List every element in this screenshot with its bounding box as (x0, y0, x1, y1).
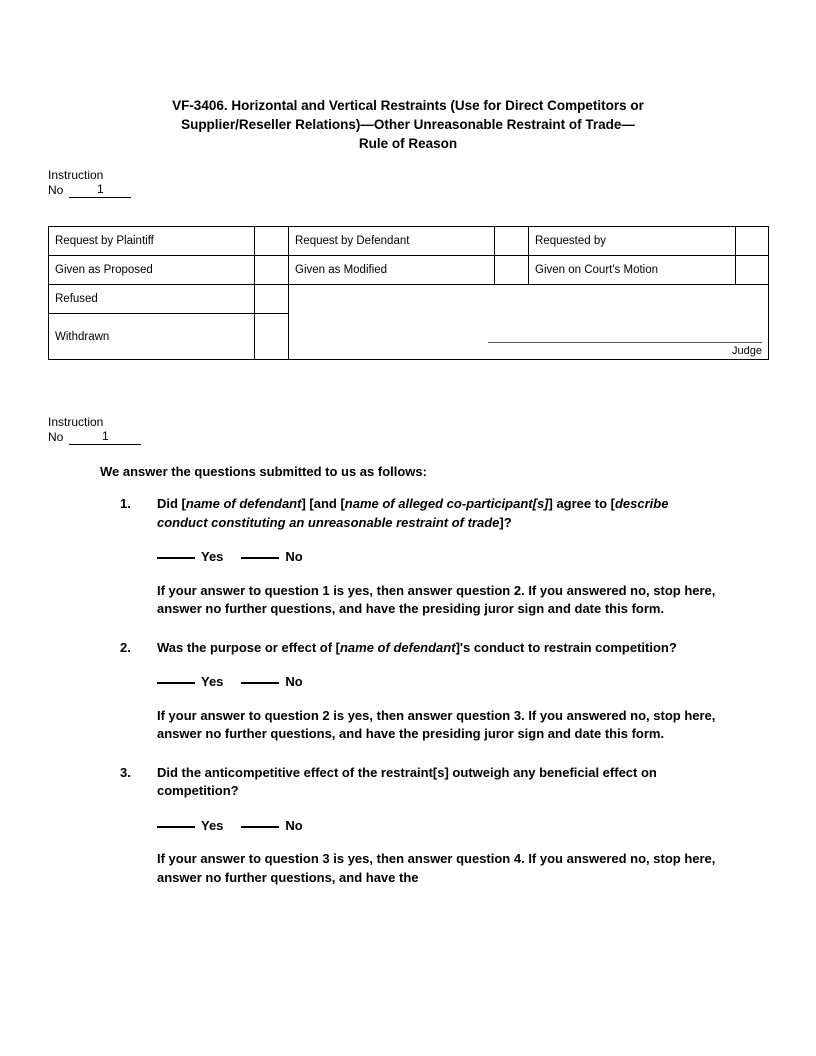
page-title-line-2: Supplier/Reseller Relations)—Other Unreasonable Restraint of Trade— (181, 117, 635, 132)
cell-given-as-proposed: Given as Proposed (49, 256, 255, 285)
question-body (157, 495, 720, 639)
question-item (120, 639, 720, 764)
instruction-number-field-second[interactable]: 1 (69, 430, 141, 445)
no-label: No (285, 674, 303, 689)
no-label: No (285, 817, 303, 833)
question-list (120, 495, 720, 907)
question-text-run: ]'s conduct to restrain competition? (455, 639, 677, 655)
question-text-run: ] agree to [ (548, 496, 615, 511)
yes-label: Yes (201, 549, 224, 564)
checkbox-request-by-defendant[interactable] (495, 227, 529, 256)
no-label: No (285, 549, 303, 564)
cell-given-as-modified: Given as Modified (289, 256, 495, 285)
instruction-no-label-top: No (48, 183, 64, 197)
yes-label: Yes (201, 817, 224, 833)
question-placeholder: name of defendant (339, 639, 456, 655)
cell-given-on-courts-motion: Given on Court's Motion (529, 256, 736, 285)
answer-line (157, 817, 720, 836)
cell-request-by-plaintiff: Request by Plaintiff (49, 227, 255, 256)
question-routing-note: If your answer to question 1 is yes, then answer question 2. If you answered no, stop here, answer no further questions, and have the presiding juror sign and date this form. (157, 582, 716, 616)
page-title (108, 96, 708, 153)
question-body (157, 639, 720, 764)
question-item (120, 495, 720, 639)
table-row (49, 256, 769, 285)
checkbox-withdrawn[interactable] (255, 314, 289, 360)
question-number: 3. (120, 764, 131, 780)
cell-request-by-defendant: Request by Defendant (289, 227, 495, 256)
instruction-no-label-second: No (48, 430, 64, 444)
cell-withdrawn: Withdrawn (49, 314, 255, 360)
yes-answer-blank[interactable] (157, 682, 195, 684)
instruction-label-second: Instruction (48, 415, 104, 429)
verdict-lead-text: We answer the questions submitted to us as follows: (100, 464, 427, 479)
question-text (157, 639, 720, 658)
question-routing-note: If your answer to question 2 is yes, then answer question 3. If you answered no, stop here, answer no further questions, and have the presiding juror sign and date this form. (157, 707, 716, 741)
answer-line (157, 673, 720, 692)
no-answer-blank[interactable] (241, 826, 279, 828)
judge-signature-line[interactable] (488, 342, 762, 343)
table-row (49, 227, 769, 256)
question-text-run: Was the purpose or effect of [ (157, 639, 340, 655)
judge-signature-area[interactable] (289, 285, 769, 360)
judge-signature-label: Judge (732, 345, 762, 357)
checkbox-request-by-plaintiff[interactable] (255, 227, 289, 256)
question-spacer (157, 744, 720, 764)
no-answer-blank[interactable] (241, 557, 279, 559)
question-number: 2. (120, 639, 131, 655)
question-text-run: Did [ (157, 496, 186, 511)
checkbox-given-on-courts-motion[interactable] (736, 256, 769, 285)
question-text-run: ]? (499, 514, 512, 530)
checkbox-given-as-proposed[interactable] (255, 256, 289, 285)
question-text (157, 764, 720, 801)
question-placeholder: name of defendant (185, 496, 302, 511)
yes-answer-blank[interactable] (157, 557, 195, 559)
cell-requested-by: Requested by (529, 227, 736, 256)
question-text-run: ] [and [ (301, 496, 345, 511)
question-placeholder: name of alleged co-participant[s] (344, 496, 549, 511)
checkbox-requested-by[interactable] (736, 227, 769, 256)
instruction-label-top: Instruction (48, 168, 104, 182)
question-spacer (157, 887, 720, 907)
page-title-line-1: VF-3406. Horizontal and Vertical Restraints (Use for Direct Competitors or (172, 98, 644, 113)
question-item (120, 764, 720, 908)
instruction-number-block-top (48, 168, 131, 198)
yes-label: Yes (201, 674, 224, 689)
question-number: 1. (120, 496, 131, 511)
checkbox-given-as-modified[interactable] (495, 256, 529, 285)
checkbox-refused[interactable] (255, 285, 289, 314)
question-placeholder: describe conduct constituting an unreasonable restraint of trade (157, 496, 669, 530)
cell-refused: Refused (49, 285, 255, 314)
yes-answer-blank[interactable] (157, 826, 195, 828)
instruction-disposition-table (48, 226, 769, 360)
answer-line (157, 548, 720, 567)
table-row (49, 285, 769, 314)
question-text-run: Did the anticompetitive effect of the restraint[s] outweigh any beneficial effect on competition? (157, 764, 657, 798)
instruction-number-block-second (48, 415, 141, 445)
question-routing-note: If your answer to question 3 is yes, then answer question 4. If you answered no, stop here, answer no further questions, and have the (157, 851, 716, 885)
no-answer-blank[interactable] (241, 682, 279, 684)
page-title-line-3: Rule of Reason (358, 136, 458, 151)
question-spacer (157, 619, 720, 639)
question-text (157, 495, 720, 532)
instruction-number-field-top[interactable]: 1 (69, 183, 131, 198)
question-body (157, 764, 720, 908)
